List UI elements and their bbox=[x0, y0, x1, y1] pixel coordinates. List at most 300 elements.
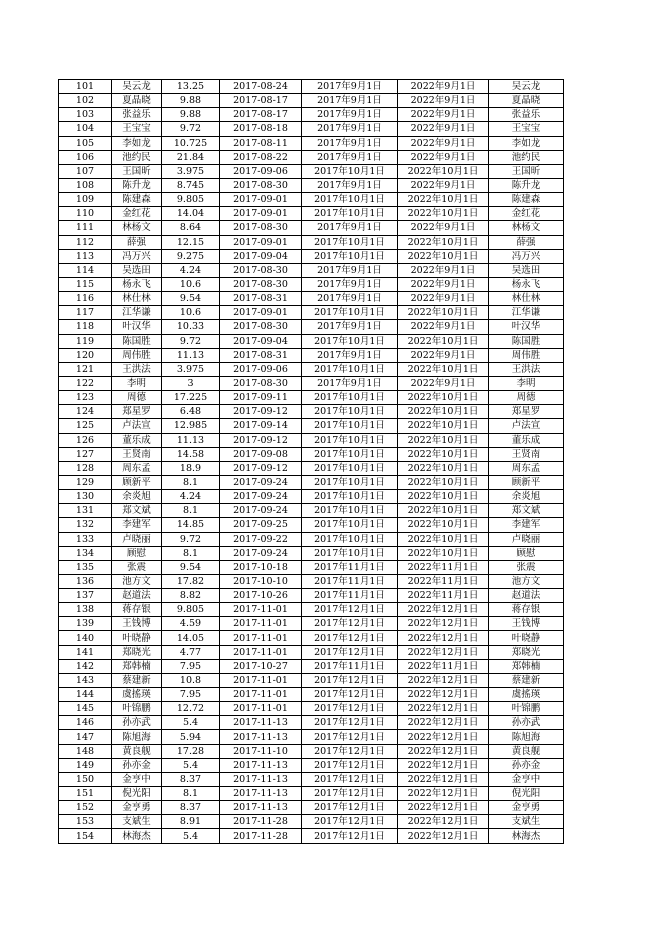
table-cell: 2022年10月1日 bbox=[398, 362, 489, 376]
table-cell: 2017-11-13 bbox=[220, 801, 302, 815]
table-cell: 8.82 bbox=[162, 589, 220, 603]
table-cell: 2017-09-12 bbox=[220, 461, 302, 475]
table-cell: 2022年9月1日 bbox=[398, 277, 489, 291]
table-cell: 2022年12月1日 bbox=[398, 829, 489, 843]
table-cell: 卢晓丽 bbox=[489, 532, 564, 546]
table-cell: 2017-11-01 bbox=[220, 631, 302, 645]
table-cell: 3 bbox=[162, 376, 220, 390]
table-cell: 2017-08-11 bbox=[220, 136, 302, 150]
table-cell: 2022年10月1日 bbox=[398, 518, 489, 532]
table-cell: 2022年9月1日 bbox=[398, 348, 489, 362]
table-cell: 113 bbox=[59, 249, 112, 263]
table-cell: 2017年12月1日 bbox=[302, 730, 398, 744]
table-cell: 2017-08-30 bbox=[220, 263, 302, 277]
table-cell: 2017-09-06 bbox=[220, 164, 302, 178]
table-cell: 14.85 bbox=[162, 518, 220, 532]
table-cell: 134 bbox=[59, 546, 112, 560]
table-cell: 郑晓光 bbox=[112, 645, 162, 659]
table-cell: 孙亦金 bbox=[489, 758, 564, 772]
table-cell: 孙亦武 bbox=[112, 716, 162, 730]
table-cell: 林仕林 bbox=[112, 292, 162, 306]
table-cell: 王国昕 bbox=[489, 164, 564, 178]
table-cell: 14.05 bbox=[162, 631, 220, 645]
table-cell: 125 bbox=[59, 419, 112, 433]
table-cell: 倪光阳 bbox=[112, 787, 162, 801]
table-cell: 2017-09-01 bbox=[220, 207, 302, 221]
table-cell: 10.6 bbox=[162, 306, 220, 320]
table-row bbox=[59, 560, 564, 574]
table-cell: 林杨文 bbox=[112, 221, 162, 235]
table-cell: 2017年10月1日 bbox=[302, 193, 398, 207]
table-cell: 2022年9月1日 bbox=[398, 376, 489, 390]
table-cell: 张震 bbox=[112, 560, 162, 574]
table-cell: 2017年9月1日 bbox=[302, 292, 398, 306]
table-cell: 144 bbox=[59, 688, 112, 702]
table-cell: 2022年12月1日 bbox=[398, 772, 489, 786]
table-cell: 2017-10-27 bbox=[220, 659, 302, 673]
table-cell: 5.4 bbox=[162, 716, 220, 730]
table-cell: 2017-09-01 bbox=[220, 235, 302, 249]
table-cell: 2017-09-14 bbox=[220, 419, 302, 433]
table-cell: 133 bbox=[59, 532, 112, 546]
table-cell: 2017年10月1日 bbox=[302, 490, 398, 504]
table-row bbox=[59, 815, 564, 829]
table-cell: 2017-09-04 bbox=[220, 334, 302, 348]
table-cell: 夏晶晓 bbox=[112, 94, 162, 108]
table-cell: 2017年12月1日 bbox=[302, 645, 398, 659]
table-row bbox=[59, 405, 564, 419]
table-cell: 顾新平 bbox=[489, 475, 564, 489]
table-cell: 132 bbox=[59, 518, 112, 532]
table-cell: 150 bbox=[59, 772, 112, 786]
table-cell: 顾慰 bbox=[489, 546, 564, 560]
table-cell: 2017年10月1日 bbox=[302, 447, 398, 461]
table-cell: 9.72 bbox=[162, 122, 220, 136]
table-cell: 陈旭海 bbox=[489, 730, 564, 744]
table-cell: 2017年9月1日 bbox=[302, 348, 398, 362]
table-cell: 李明 bbox=[489, 376, 564, 390]
table-row bbox=[59, 122, 564, 136]
table-row bbox=[59, 744, 564, 758]
table-cell: 2022年10月1日 bbox=[398, 405, 489, 419]
table-cell: 2017年10月1日 bbox=[302, 419, 398, 433]
table-cell: 8.745 bbox=[162, 178, 220, 192]
table-cell: 12.15 bbox=[162, 235, 220, 249]
table-cell: 2022年10月1日 bbox=[398, 193, 489, 207]
table-cell: 11.13 bbox=[162, 433, 220, 447]
table-cell: 2017-11-13 bbox=[220, 787, 302, 801]
table-row bbox=[59, 772, 564, 786]
table-cell: 2022年10月1日 bbox=[398, 235, 489, 249]
table-cell: 8.91 bbox=[162, 815, 220, 829]
table-cell: 吴云龙 bbox=[112, 80, 162, 94]
table-cell: 金红花 bbox=[112, 207, 162, 221]
table-cell: 10.8 bbox=[162, 673, 220, 687]
table-cell: 2017年10月1日 bbox=[302, 164, 398, 178]
table-cell: 董乐成 bbox=[489, 433, 564, 447]
table-cell: 2017年12月1日 bbox=[302, 617, 398, 631]
table-cell: 顾慰 bbox=[112, 546, 162, 560]
table-cell: 9.88 bbox=[162, 108, 220, 122]
table-cell: 李如龙 bbox=[489, 136, 564, 150]
table-cell: 147 bbox=[59, 730, 112, 744]
table-cell: 蒋存银 bbox=[112, 603, 162, 617]
table-cell: 2017-09-01 bbox=[220, 306, 302, 320]
table-cell: 2017-08-22 bbox=[220, 150, 302, 164]
table-cell: 2017-11-13 bbox=[220, 758, 302, 772]
table-cell: 8.1 bbox=[162, 475, 220, 489]
table-row bbox=[59, 419, 564, 433]
table-cell: 122 bbox=[59, 376, 112, 390]
table-cell: 152 bbox=[59, 801, 112, 815]
table-cell: 12.72 bbox=[162, 702, 220, 716]
table-row bbox=[59, 490, 564, 504]
table-cell: 2022年12月1日 bbox=[398, 730, 489, 744]
table-cell: 2017-09-24 bbox=[220, 546, 302, 560]
table-cell: 3.975 bbox=[162, 164, 220, 178]
table-cell: 2022年9月1日 bbox=[398, 320, 489, 334]
table-cell: 周东孟 bbox=[489, 461, 564, 475]
table-cell: 2022年10月1日 bbox=[398, 391, 489, 405]
table-row bbox=[59, 334, 564, 348]
table-cell: 夏晶晓 bbox=[489, 94, 564, 108]
table-cell: 2017-09-12 bbox=[220, 405, 302, 419]
table-cell: 2017-09-25 bbox=[220, 518, 302, 532]
table-row bbox=[59, 801, 564, 815]
table-cell: 郑韩楠 bbox=[112, 659, 162, 673]
table-cell: 119 bbox=[59, 334, 112, 348]
table-row bbox=[59, 178, 564, 192]
table-cell: 104 bbox=[59, 122, 112, 136]
table-row bbox=[59, 603, 564, 617]
table-cell: 127 bbox=[59, 447, 112, 461]
table-cell: 支斌生 bbox=[489, 815, 564, 829]
table-cell: 2017-11-01 bbox=[220, 702, 302, 716]
table-cell: 虞搖瑛 bbox=[489, 688, 564, 702]
table-cell: 江华谦 bbox=[112, 306, 162, 320]
table-cell: 2022年12月1日 bbox=[398, 801, 489, 815]
table-row bbox=[59, 574, 564, 588]
table-cell: 薛强 bbox=[489, 235, 564, 249]
table-cell: 叶晓静 bbox=[112, 631, 162, 645]
table-cell: 17.28 bbox=[162, 744, 220, 758]
table-cell: 林海杰 bbox=[489, 829, 564, 843]
table-cell: 153 bbox=[59, 815, 112, 829]
table-cell: 2022年9月1日 bbox=[398, 94, 489, 108]
table-cell: 148 bbox=[59, 744, 112, 758]
table-cell: 118 bbox=[59, 320, 112, 334]
table-row bbox=[59, 306, 564, 320]
table-cell: 131 bbox=[59, 504, 112, 518]
table-cell: 张益乐 bbox=[112, 108, 162, 122]
table-cell: 2017年10月1日 bbox=[302, 546, 398, 560]
table-cell: 115 bbox=[59, 277, 112, 291]
table-cell: 2022年12月1日 bbox=[398, 688, 489, 702]
table-cell: 2022年10月1日 bbox=[398, 532, 489, 546]
table-cell: 138 bbox=[59, 603, 112, 617]
table-cell: 2022年10月1日 bbox=[398, 419, 489, 433]
table-row bbox=[59, 787, 564, 801]
table-cell: 2017年9月1日 bbox=[302, 277, 398, 291]
table-cell: 王贤南 bbox=[112, 447, 162, 461]
table-cell: 叶锦鹏 bbox=[489, 702, 564, 716]
table-cell: 2022年12月1日 bbox=[398, 744, 489, 758]
table-cell: 8.1 bbox=[162, 787, 220, 801]
table-cell: 2017-08-30 bbox=[220, 376, 302, 390]
table-row bbox=[59, 108, 564, 122]
table-cell: 薛强 bbox=[112, 235, 162, 249]
table-cell: 黄良舰 bbox=[489, 744, 564, 758]
table-cell: 2022年12月1日 bbox=[398, 716, 489, 730]
table-cell: 111 bbox=[59, 221, 112, 235]
table-cell: 154 bbox=[59, 829, 112, 843]
table-cell: 10.33 bbox=[162, 320, 220, 334]
table-cell: 17.225 bbox=[162, 391, 220, 405]
table-cell: 郑星罗 bbox=[112, 405, 162, 419]
table-cell: 叶锦鹏 bbox=[112, 702, 162, 716]
table-cell: 2017年10月1日 bbox=[302, 532, 398, 546]
table-cell: 116 bbox=[59, 292, 112, 306]
table-cell: 池约民 bbox=[489, 150, 564, 164]
table-cell: 2017-08-30 bbox=[220, 178, 302, 192]
table-cell: 2017年11月1日 bbox=[302, 560, 398, 574]
table-cell: 5.4 bbox=[162, 758, 220, 772]
table-cell: 9.805 bbox=[162, 193, 220, 207]
table-cell: 2017年10月1日 bbox=[302, 207, 398, 221]
table-cell: 顾新平 bbox=[112, 475, 162, 489]
table-row bbox=[59, 136, 564, 150]
table-cell: 105 bbox=[59, 136, 112, 150]
table-row bbox=[59, 193, 564, 207]
table-cell: 2022年11月1日 bbox=[398, 574, 489, 588]
table-cell: 周德 bbox=[112, 391, 162, 405]
table-cell: 10.725 bbox=[162, 136, 220, 150]
table-cell: 114 bbox=[59, 263, 112, 277]
table-row bbox=[59, 518, 564, 532]
table-row bbox=[59, 702, 564, 716]
table-cell: 110 bbox=[59, 207, 112, 221]
table-cell: 杨永飞 bbox=[112, 277, 162, 291]
table-cell: 李建军 bbox=[489, 518, 564, 532]
table-cell: 王洪法 bbox=[489, 362, 564, 376]
table-cell: 2017-11-13 bbox=[220, 716, 302, 730]
table-cell: 9.54 bbox=[162, 292, 220, 306]
table-cell: 14.04 bbox=[162, 207, 220, 221]
table-cell: 郑文斌 bbox=[112, 504, 162, 518]
table-cell: 124 bbox=[59, 405, 112, 419]
table-cell: 2017年10月1日 bbox=[302, 249, 398, 263]
table-row bbox=[59, 758, 564, 772]
table-cell: 陈旭海 bbox=[112, 730, 162, 744]
table-cell: 2017年12月1日 bbox=[302, 744, 398, 758]
table-cell: 2022年10月1日 bbox=[398, 461, 489, 475]
table-cell: 叶汉华 bbox=[112, 320, 162, 334]
table-cell: 129 bbox=[59, 475, 112, 489]
table-cell: 2017-09-04 bbox=[220, 249, 302, 263]
table-cell: 107 bbox=[59, 164, 112, 178]
table-cell: 2022年9月1日 bbox=[398, 80, 489, 94]
table-cell: 2022年11月1日 bbox=[398, 659, 489, 673]
table-cell: 2017-08-30 bbox=[220, 221, 302, 235]
table-row bbox=[59, 376, 564, 390]
table-cell: 金亨中 bbox=[112, 772, 162, 786]
table-cell: 12.985 bbox=[162, 419, 220, 433]
table-cell: 2017-09-24 bbox=[220, 475, 302, 489]
table-cell: 2017年9月1日 bbox=[302, 320, 398, 334]
table-row bbox=[59, 164, 564, 178]
table-cell: 金亨勇 bbox=[489, 801, 564, 815]
table-cell: 叶晓静 bbox=[489, 631, 564, 645]
table-cell: 2017年12月1日 bbox=[302, 673, 398, 687]
table-cell: 郑文斌 bbox=[489, 504, 564, 518]
table-cell: 2017年10月1日 bbox=[302, 475, 398, 489]
table-cell: 周伟胜 bbox=[489, 348, 564, 362]
table-cell: 王宝宝 bbox=[489, 122, 564, 136]
table-cell: 128 bbox=[59, 461, 112, 475]
table-cell: 2017年10月1日 bbox=[302, 405, 398, 419]
table-cell: 2017年10月1日 bbox=[302, 391, 398, 405]
table-cell: 11.13 bbox=[162, 348, 220, 362]
table-cell: 121 bbox=[59, 362, 112, 376]
table-cell: 2022年9月1日 bbox=[398, 221, 489, 235]
table-cell: 2017年12月1日 bbox=[302, 688, 398, 702]
table-cell: 叶汉华 bbox=[489, 320, 564, 334]
table-row bbox=[59, 391, 564, 405]
table-cell: 145 bbox=[59, 702, 112, 716]
table-cell: 2017-11-01 bbox=[220, 617, 302, 631]
table-row bbox=[59, 617, 564, 631]
table-row bbox=[59, 461, 564, 475]
table-cell: 2017-10-10 bbox=[220, 574, 302, 588]
table-cell: 10.6 bbox=[162, 277, 220, 291]
table-row bbox=[59, 645, 564, 659]
table-cell: 冯万兴 bbox=[112, 249, 162, 263]
table-cell: 2017-11-01 bbox=[220, 603, 302, 617]
table-cell: 9.88 bbox=[162, 94, 220, 108]
table-cell: 李明 bbox=[112, 376, 162, 390]
table-row bbox=[59, 546, 564, 560]
table-row bbox=[59, 207, 564, 221]
table-cell: 金亨中 bbox=[489, 772, 564, 786]
table-cell: 2017-08-18 bbox=[220, 122, 302, 136]
table-cell: 2017-09-06 bbox=[220, 362, 302, 376]
table-cell: 陈升龙 bbox=[489, 178, 564, 192]
data-table bbox=[58, 79, 564, 844]
table-cell: 2017年12月1日 bbox=[302, 787, 398, 801]
table-cell: 2022年10月1日 bbox=[398, 504, 489, 518]
table-cell: 2017年10月1日 bbox=[302, 433, 398, 447]
table-cell: 123 bbox=[59, 391, 112, 405]
table-cell: 2017年12月1日 bbox=[302, 815, 398, 829]
table-cell: 2017-11-01 bbox=[220, 645, 302, 659]
table-cell: 151 bbox=[59, 787, 112, 801]
table-cell: 2017年10月1日 bbox=[302, 306, 398, 320]
table-cell: 2022年10月1日 bbox=[398, 334, 489, 348]
table-cell: 陈升龙 bbox=[112, 178, 162, 192]
table-cell: 2017年9月1日 bbox=[302, 122, 398, 136]
table-cell: 4.24 bbox=[162, 490, 220, 504]
table-cell: 2022年10月1日 bbox=[398, 475, 489, 489]
table-cell: 2017年12月1日 bbox=[302, 772, 398, 786]
table-cell: 杨永飞 bbox=[489, 277, 564, 291]
table-cell: 2017年9月1日 bbox=[302, 136, 398, 150]
table-row bbox=[59, 94, 564, 108]
table-cell: 周伟胜 bbox=[112, 348, 162, 362]
table-cell: 2017-09-01 bbox=[220, 193, 302, 207]
table-row bbox=[59, 504, 564, 518]
table-cell: 2017-11-01 bbox=[220, 688, 302, 702]
table-cell: 2022年9月1日 bbox=[398, 263, 489, 277]
table-cell: 陈建森 bbox=[112, 193, 162, 207]
table-cell: 2017年11月1日 bbox=[302, 589, 398, 603]
table-cell: 董乐成 bbox=[112, 433, 162, 447]
table-row bbox=[59, 829, 564, 843]
table-cell: 吴云龙 bbox=[489, 80, 564, 94]
table-cell: 2017-08-31 bbox=[220, 292, 302, 306]
table-cell: 江华谦 bbox=[489, 306, 564, 320]
table-cell: 2017年10月1日 bbox=[302, 518, 398, 532]
table-cell: 2017年9月1日 bbox=[302, 108, 398, 122]
table-cell: 赵道法 bbox=[112, 589, 162, 603]
table-cell: 2022年10月1日 bbox=[398, 249, 489, 263]
table-cell: 2022年10月1日 bbox=[398, 490, 489, 504]
table-cell: 2017年10月1日 bbox=[302, 461, 398, 475]
table-cell: 池方文 bbox=[489, 574, 564, 588]
table-cell: 池方文 bbox=[112, 574, 162, 588]
table-cell: 林海杰 bbox=[112, 829, 162, 843]
table-cell: 2022年10月1日 bbox=[398, 164, 489, 178]
table-cell: 2022年12月1日 bbox=[398, 673, 489, 687]
table-cell: 2017-09-12 bbox=[220, 433, 302, 447]
table-row bbox=[59, 688, 564, 702]
table-row bbox=[59, 277, 564, 291]
table-cell: 13.25 bbox=[162, 80, 220, 94]
table-cell: 2022年12月1日 bbox=[398, 815, 489, 829]
table-cell: 2022年9月1日 bbox=[398, 108, 489, 122]
table-cell: 2017年9月1日 bbox=[302, 263, 398, 277]
table-cell: 2017年11月1日 bbox=[302, 659, 398, 673]
table-row bbox=[59, 433, 564, 447]
table-cell: 黄良舰 bbox=[112, 744, 162, 758]
table-cell: 孙亦武 bbox=[489, 716, 564, 730]
table-cell: 蒋存银 bbox=[489, 603, 564, 617]
table-cell: 17.82 bbox=[162, 574, 220, 588]
table-cell: 2017-08-17 bbox=[220, 108, 302, 122]
table-cell: 郑晓光 bbox=[489, 645, 564, 659]
table-cell: 2017-11-01 bbox=[220, 673, 302, 687]
table-cell: 2017-08-30 bbox=[220, 320, 302, 334]
table-cell: 2017年9月1日 bbox=[302, 178, 398, 192]
table-cell: 3.975 bbox=[162, 362, 220, 376]
table-cell: 余炎旭 bbox=[489, 490, 564, 504]
table-row bbox=[59, 221, 564, 235]
table-cell: 7.95 bbox=[162, 688, 220, 702]
table-cell: 2022年11月1日 bbox=[398, 560, 489, 574]
table-row bbox=[59, 249, 564, 263]
table-cell: 金红花 bbox=[489, 207, 564, 221]
table-cell: 2017年12月1日 bbox=[302, 603, 398, 617]
table-cell: 2022年12月1日 bbox=[398, 617, 489, 631]
table-cell: 4.59 bbox=[162, 617, 220, 631]
table-cell: 赵道法 bbox=[489, 589, 564, 603]
table-cell: 102 bbox=[59, 94, 112, 108]
table-cell: 金亨勇 bbox=[112, 801, 162, 815]
table-cell: 陈国胜 bbox=[489, 334, 564, 348]
table-cell: 张益乐 bbox=[489, 108, 564, 122]
table-cell: 2022年12月1日 bbox=[398, 702, 489, 716]
table-cell: 2022年12月1日 bbox=[398, 787, 489, 801]
table-cell: 9.72 bbox=[162, 532, 220, 546]
